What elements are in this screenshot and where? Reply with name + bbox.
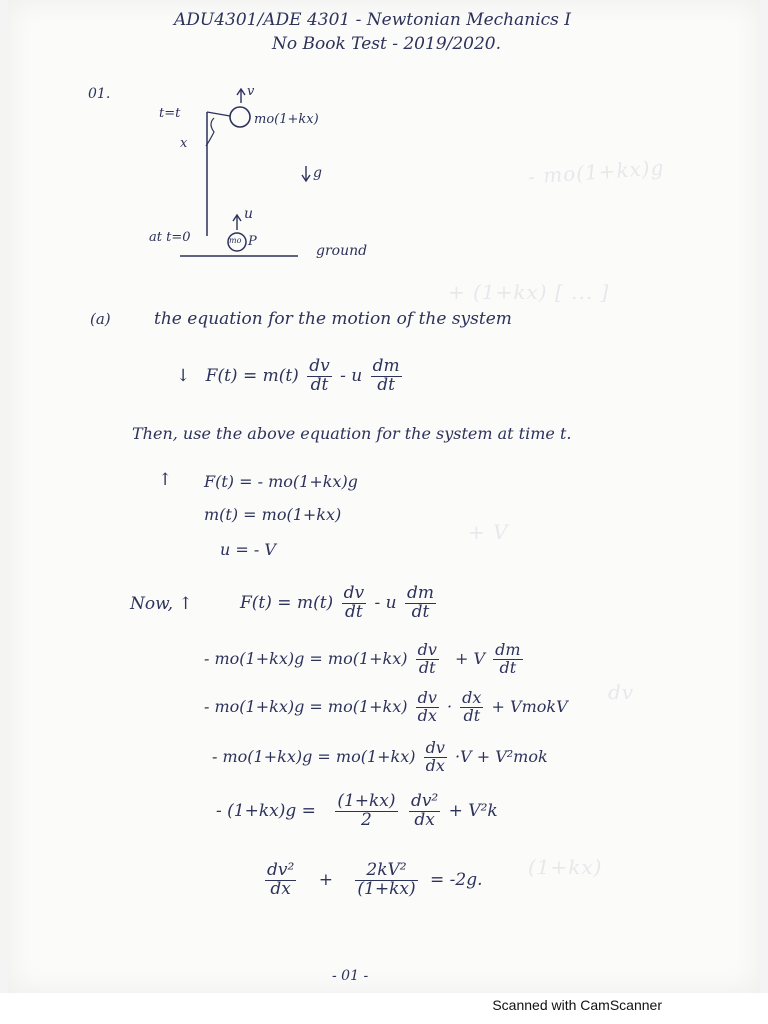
fraction-dm-dt: $\frac{dm}{dt}$ bbox=[372, 356, 400, 395]
mass-definition: m(t) = mo(1+kx) bbox=[204, 505, 342, 524]
u-label: u bbox=[244, 206, 254, 222]
t0-label: at t=0 bbox=[149, 230, 191, 245]
bleed-through-text: (1+kx) bbox=[528, 855, 603, 879]
force-definition: F(t) = - mo(1+kx)g bbox=[204, 472, 358, 491]
bleed-through-text: - mo(1+kx)g bbox=[527, 155, 666, 189]
derivation-line-5: - (1+kx)g = $\frac{(1+kx)}{2}$ $\frac{\text{dv²}}{dx}$ + V²k bbox=[216, 791, 498, 830]
p-label: P bbox=[248, 234, 257, 249]
question-number: 01. bbox=[88, 86, 111, 102]
v-label: v bbox=[247, 84, 255, 99]
x-label: x bbox=[180, 136, 188, 151]
derivation-line-2: - mo(1+kx)g = mo(1+kx) $\frac{dv}{dt}$ + V $\frac{dm}{dt}$ bbox=[204, 640, 521, 677]
part-a-intro: the equation for the motion of the system bbox=[154, 309, 512, 329]
scanner-footer bbox=[0, 993, 768, 1024]
down-arrow: ↓ bbox=[176, 365, 191, 386]
derivation-line-3: - mo(1+kx)g = mo(1+kx) $\frac{dv}{dx}$ · $\frac{dx}{dt}$ + VmokV bbox=[204, 688, 568, 725]
mass-label: mo(1+kx) bbox=[254, 112, 319, 127]
derivation-line-1: F(t) = m(t) $\frac{dv}{dt}$ - u $\frac{dm}{dt}$ bbox=[240, 583, 435, 622]
bleed-through-text: + V bbox=[468, 520, 509, 544]
scanned-page bbox=[8, 0, 760, 993]
course-title: ADU4301/ADE 4301 - Newtonian Mechanics I bbox=[174, 10, 572, 30]
page-number: - 01 - bbox=[332, 968, 369, 984]
u-definition: u = - V bbox=[220, 540, 276, 559]
bleed-through-text: dv bbox=[608, 680, 635, 704]
then-line: Then, use the above equation for the system at time t. bbox=[132, 424, 572, 443]
upper-mass-circle bbox=[230, 107, 250, 127]
equation-of-motion: ↓ F(t) = m(t) $\frac{dv}{dt}$ - u $\frac{dm}{dt}$ bbox=[176, 356, 400, 395]
test-title: No Book Test - 2019/2020. bbox=[272, 34, 502, 54]
mo-label: mo bbox=[229, 236, 242, 245]
bleed-through-text: + (1+kx) [ ... ] bbox=[448, 280, 610, 304]
derivation-line-4: - mo(1+kx)g = mo(1+kx) $\frac{dv}{dx}$ ·V + V²mok bbox=[212, 738, 548, 775]
ground-label: ground bbox=[316, 243, 368, 259]
part-a-label: (a) bbox=[90, 310, 111, 328]
scanner-watermark: Scanned with CamScanner bbox=[492, 997, 662, 1013]
final-equation: $\frac{\text{dv²}}{dx}$ + $\frac{\text{2kV²}}{(1+kx)}$ = -2g. bbox=[267, 860, 483, 899]
g-label: g bbox=[313, 165, 322, 181]
fraction-dv-dt: $\frac{dv}{dt}$ bbox=[309, 356, 330, 395]
up-arrow: ↑ bbox=[158, 470, 173, 490]
rocket-chain-diagram bbox=[8, 0, 760, 280]
chain-top-link bbox=[207, 112, 230, 116]
t-label: t=t bbox=[159, 106, 181, 121]
now-label: Now, ↑ bbox=[130, 594, 193, 614]
